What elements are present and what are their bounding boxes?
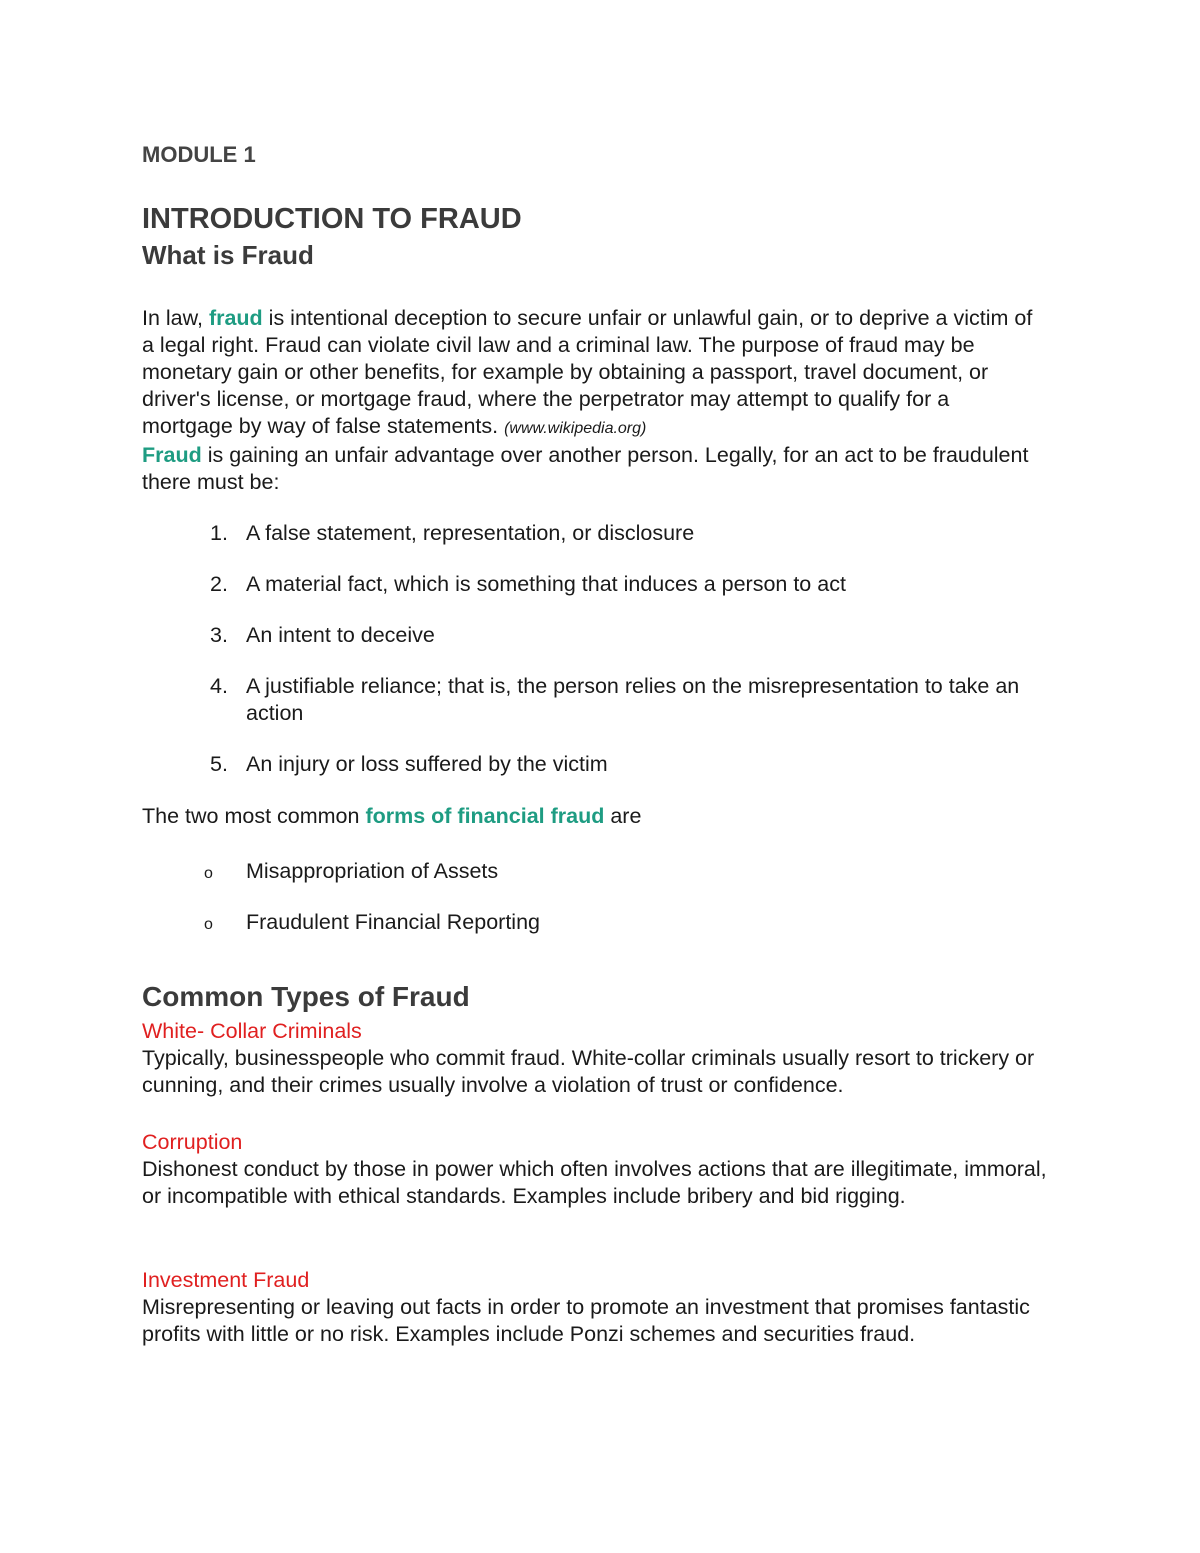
- intro-text-2: is intentional deception to secure unfair or unlawful gain, or to deprive a victim of a legal right. Fraud can violate civil law and a criminal law. The purpose of fraud may be monetary gain or other benefits, for example by obtaining a passport, travel document, or driver's license, or mortgage fraud, where the perpetrator may attempt to qualify for a mortgage by way of false statements.: [142, 306, 1033, 438]
- list-item-text: An injury or loss suffered by the victim: [246, 752, 608, 776]
- intro-paragraph: [142, 305, 1042, 496]
- fraud-type-desc: Typically, businesspeople who commit fraud. White-collar criminals usually resort to trickery or cunning, and their crimes usually involve a violation of trust or confidence.: [142, 1046, 1035, 1097]
- fraud-type-desc: Misrepresenting or leaving out facts in order to promote an investment that promises fantastic profits with little or no risk. Examples include Ponzi schemes and securities fraud.: [142, 1295, 1030, 1346]
- list-item: [204, 520, 1024, 547]
- list-number: 1.: [210, 521, 228, 545]
- list-number: 5.: [210, 752, 228, 776]
- fraud-type-title: White- Collar Criminals: [142, 1019, 362, 1043]
- list-item-text: An intent to deceive: [246, 623, 435, 647]
- forms-text-1: The two most common: [142, 804, 366, 828]
- fraud-type-corruption: [142, 1129, 1047, 1210]
- intro-text-1: In law,: [142, 306, 209, 330]
- fraud-type-investment: [142, 1267, 1047, 1348]
- fraud-type-white-collar: [142, 1018, 1047, 1099]
- list-item: [204, 751, 1024, 778]
- section-heading-what-is-fraud: What is Fraud: [142, 240, 314, 270]
- fraud-type-desc: Dishonest conduct by those in power which often involves actions that are illegitimate, immoral, or incompatible with ethical standards. Examples include bribery and bid rigging.: [142, 1157, 1047, 1208]
- list-number: 2.: [210, 572, 228, 596]
- section-heading-common-types: Common Types of Fraud: [142, 981, 470, 1012]
- list-item: [204, 571, 1024, 598]
- list-item-text: A justifiable reliance; that is, the person relies on the misrepresentation to take an action: [246, 674, 1020, 725]
- page-title: INTRODUCTION TO FRAUD: [142, 203, 522, 235]
- list-item: [204, 673, 1024, 727]
- bullet-icon: o: [204, 865, 213, 882]
- fraud-type-title: Investment Fraud: [142, 1268, 310, 1292]
- list-item-text: Misappropriation of Assets: [246, 859, 499, 883]
- list-item-text: A material fact, which is something that induces a person to act: [246, 572, 846, 596]
- list-item: [204, 622, 1024, 649]
- citation: (www.wikipedia.org): [504, 420, 647, 437]
- forms-list: [204, 858, 540, 960]
- fraud-type-title: Corruption: [142, 1130, 243, 1154]
- keyword-fraud: fraud: [208, 306, 263, 330]
- list-item-text: A false statement, representation, or disclosure: [246, 521, 695, 545]
- forms-text-2: are: [604, 804, 642, 828]
- module-label: MODULE 1: [142, 142, 256, 167]
- fraud-requirements-list: [204, 520, 1024, 802]
- intro-text-3: is gaining an unfair advantage over another person. Legally, for an act to be fraudulent there must be:: [142, 443, 1029, 494]
- list-number: 4.: [210, 674, 228, 698]
- forms-intro: [142, 803, 641, 830]
- keyword-fraud-2: Fraud: [142, 443, 202, 467]
- list-item: [204, 909, 540, 936]
- list-number: 3.: [210, 623, 228, 647]
- list-item: [204, 858, 540, 885]
- list-item-text: Fraudulent Financial Reporting: [246, 910, 540, 934]
- bullet-icon: o: [204, 916, 213, 933]
- keyword-forms-of-financial-fraud: forms of financial fraud: [365, 804, 605, 828]
